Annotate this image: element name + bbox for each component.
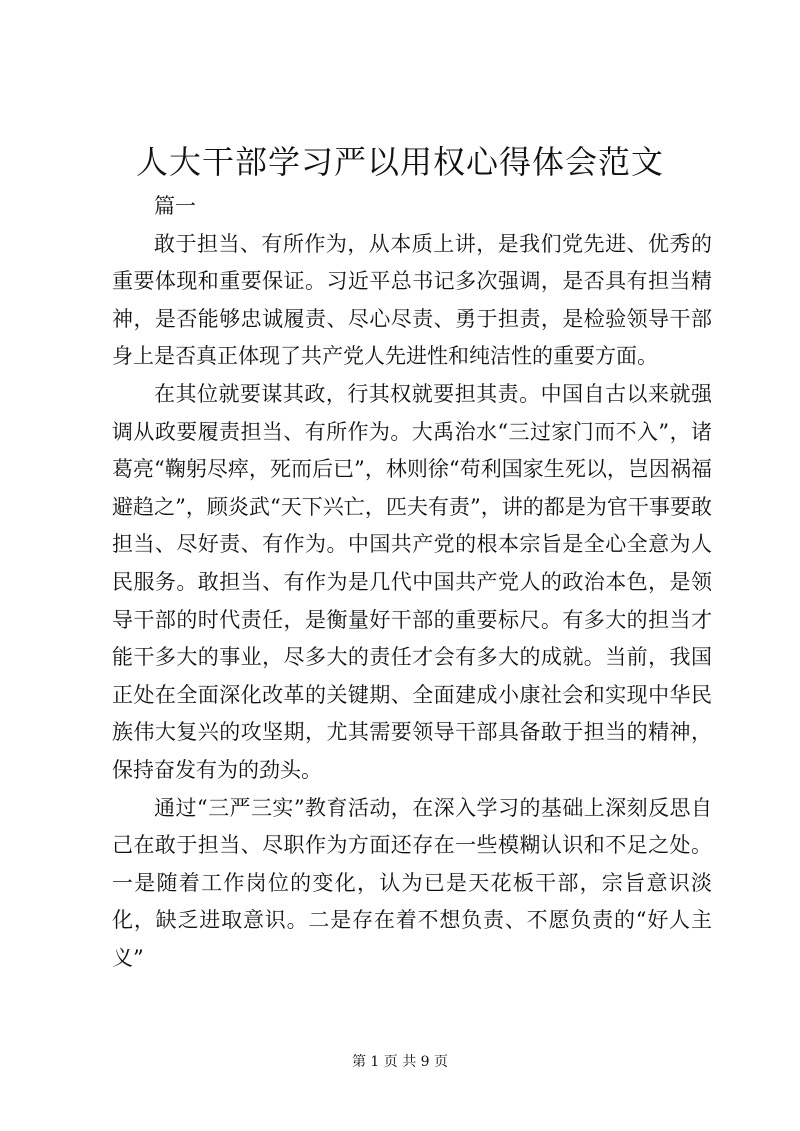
document-body (112, 188, 712, 977)
page-footer: 第 1 页 共 9 页 (351, 1054, 449, 1070)
paragraph-1: 敢于担当、有所作为，从本质上讲，是我们党先进、优秀的重要体现和重要保证。习近平总书记多次强调，是否具有担当精神，是否能够忠诚履责、尽心尽责、勇于担责，是检验领导干部身上是否真正体现了共产党人先进性和纯洁性的重要方面。 (112, 231, 712, 369)
paragraph-2: 在其位就要谋其政，行其权就要担其责。中国自古以来就强调从政要履责担当、有所作为。大禹治水“三过家门而不入”，诸葛亮“鞠躬尽瘁，死而后已”，林则徐“苟利国家生死以，岂因祸福避趋之”，顾炎武“天下兴亡，匹夫有责”，讲的都是为官干事要敢担当、尽好责、有作为。中国共产党的根本宗旨是全心全意为人民服务。敢担当、有作为是几代中国共产党人的政治本色，是领导干部的时代责任，是衡量好干部的重要标尺。有多大的担当才能干多大的事业，尽多大的责任才会有多大的成就。当前，我国正处在全面深化改革的关键期、全面建成小康社会和实现中华民族伟大复兴的攻坚期，尤其需要领导干部具备敢于担当的精神，保持奋发有为的劲头。 (112, 381, 712, 782)
paragraph-3: 通过“三严三实”教育活动，在深入学习的基础上深刻反思自己在敢于担当、尽职作为方面还存在一些模糊认识和不足之处。一是随着工作岗位的变化，认为已是天花板干部，宗旨意识淡化，缺乏进取意识。二是存在着不想负责、不愿负责的“好人主义” (112, 795, 712, 970)
section-label: 篇一 (154, 194, 196, 218)
document-title: 人大干部学习严以用权心得体会范文 (135, 143, 664, 181)
